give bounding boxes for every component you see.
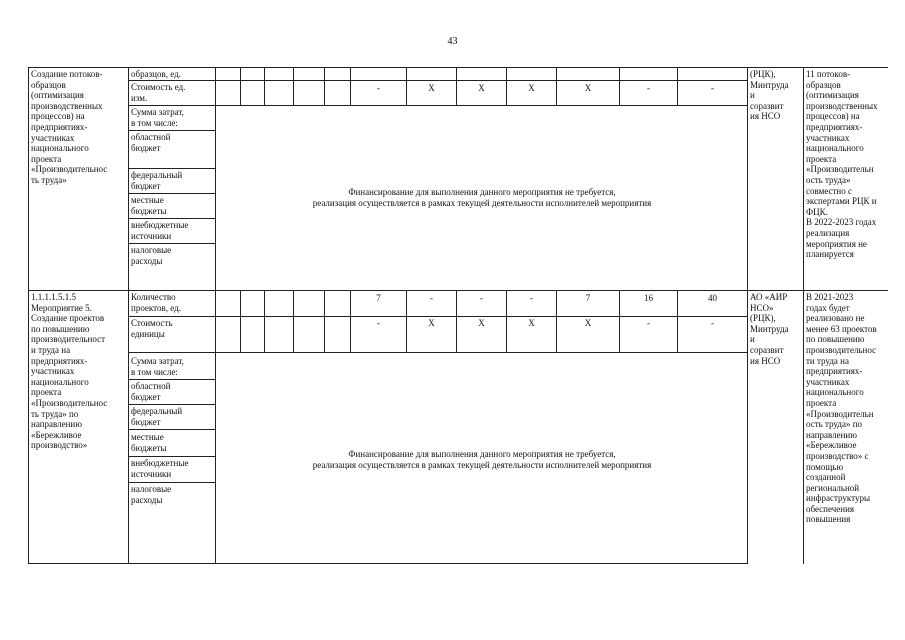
executor: (РЦК), Минтруда и соразвит ия НСО (750, 69, 789, 122)
table-cell: - (480, 293, 483, 303)
table-cell: Х (528, 318, 535, 328)
table-cell: 16 (644, 293, 653, 303)
table-cell: 40 (708, 293, 717, 303)
table-cell: - (530, 293, 533, 303)
indicator-label: Стоимость ед. изм. (131, 82, 186, 103)
table-cell: - (711, 83, 714, 93)
table-cell: Х (528, 83, 535, 93)
table-cell: - (430, 293, 433, 303)
table-cell: 7 (585, 293, 591, 303)
finance-label: внебюджетные источники (131, 458, 189, 479)
finance-label: местные бюджеты (131, 195, 167, 216)
finance-label: федеральный бюджет (131, 170, 183, 191)
finance-label: налоговые расходы (131, 484, 172, 505)
page-number: 43 (447, 36, 458, 47)
event-name: 1.1.1.1.5.1.5 Мероприятие 5. Создание проектов по повышению производительност и труда на предприятиях- участниках национального проекта «Производительнос ть труда» по направлению «Бережливое производство» (31, 292, 108, 451)
table-cell: - (647, 318, 650, 328)
table-cell: Х (478, 318, 485, 328)
expected-result: В 2021-2023 годах будет реализовано не менее 63 проектов по повышению производительнос ти труда на предприятиях- участниках национального проекта «Производительн ость труда» по направлению «Бережливое производство» с помощью созданной региональной инфраструктуры обеспечения повышения (806, 292, 877, 525)
finance-label: внебюджетные источники (131, 220, 189, 241)
table-cell: Х (584, 83, 592, 93)
finance-label: налоговые расходы (131, 245, 172, 266)
indicator-label: Количество проектов, ед. (131, 292, 181, 313)
financing-note: Финансирование для выполнения данного мероприятия не требуется, реализация осуществляется в рамках текущей деятельности исполнителей мероприятия (312, 449, 652, 470)
finance-label: местные бюджеты (131, 432, 167, 453)
finance-label: Сумма затрат, в том числе: (131, 356, 184, 377)
table-cell: - (377, 83, 380, 93)
table-cell: Х (478, 83, 485, 93)
table-cell: Х (584, 318, 592, 328)
financing-note: Финансирование для выполнения данного мероприятия не требуется, реализация осуществляется в рамках текущей деятельности исполнителей мероприятия (312, 187, 652, 208)
table-cell: 7 (376, 293, 381, 303)
executor: АО «АИР НСО» (РЦК), Минтруда и соразвит ия НСО (750, 292, 789, 366)
table-cell: Х (428, 318, 435, 328)
event-name: Создание потоков- образцов (оптимизация производственных процессов) на предприятиях- участниках национального проекта «Производительнос ть труда» (31, 69, 108, 185)
table-cell: - (377, 318, 380, 328)
finance-label: федеральный бюджет (131, 406, 183, 427)
finance-label: областной бюджет (131, 132, 171, 153)
table-cell: - (711, 318, 714, 328)
finance-label: областной бюджет (131, 381, 171, 402)
indicator-label: образцов, ед. (131, 69, 181, 79)
finance-label: Сумма затрат, в том числе: (131, 107, 184, 128)
indicator-label: Стоимость единицы (131, 318, 173, 339)
table-cell: Х (428, 83, 435, 93)
table-cell: - (647, 83, 650, 93)
expected-result: 11 потоков- образцов (оптимизация производственных процессов) на предприятиях- участниках национального проекта «Производительн ость труда» совместно с экспертами РЦК и ФЦК. В 2022-2023 годах реализация мероприятия не планируется (806, 69, 878, 260)
